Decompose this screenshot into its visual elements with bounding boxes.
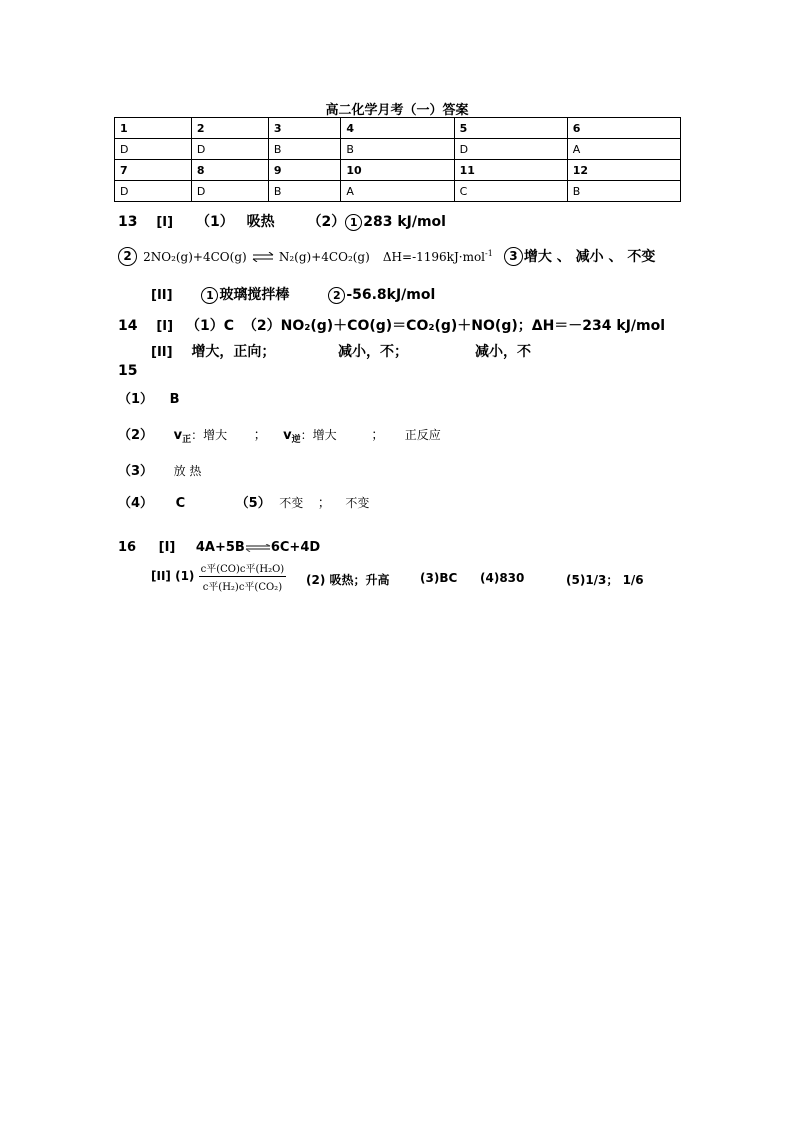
question-number-cell: 6 — [567, 118, 680, 139]
q14-a2-eq: NO₂(g)＋CO(g)＝CO₂(g)＋NO(g)；ΔH＝－234 kJ/mol — [280, 318, 666, 334]
question-number-cell: 1 — [115, 118, 192, 139]
q13-line3 — [151, 284, 435, 304]
question-number-cell: 5 — [454, 118, 567, 139]
q14-line2 — [151, 341, 275, 361]
circled-number: 2 — [328, 287, 345, 304]
answer-cell: D — [191, 139, 268, 160]
question-number-cell: 11 — [454, 160, 567, 181]
q15-l1: B — [169, 392, 180, 407]
table-row — [115, 139, 681, 160]
answer-cell: D — [115, 139, 192, 160]
question-number-cell: 2 — [191, 118, 268, 139]
answer-cell: B — [567, 181, 680, 202]
q16-a1-label: (1) — [175, 569, 195, 583]
equilibrium-constant-fraction — [199, 560, 287, 593]
equilibrium-arrow-icon — [245, 544, 271, 552]
answer-cell: B — [268, 139, 341, 160]
q15-l4-label: （4） — [118, 496, 154, 511]
q14-line1 — [118, 315, 665, 335]
q16-a2: (2) 吸热；升高 — [306, 573, 390, 587]
answer-cell: D — [454, 139, 567, 160]
q13-eq-right: N₂(g)+4CO₂(g) — [278, 250, 370, 264]
question-number-cell: 4 — [341, 118, 454, 139]
answer-table — [114, 117, 681, 202]
q15-l1-label: （1） — [118, 392, 154, 407]
q13-line2 — [118, 246, 655, 266]
q15-l5-a: 不变 — [279, 496, 304, 510]
q13-a1-label: （1） — [195, 214, 234, 230]
q15-l2-sep2: ； — [371, 428, 385, 443]
q14-a2-label: （2） — [242, 318, 281, 334]
answer-cell: A — [341, 181, 454, 202]
q16-a4: (4)830 — [480, 571, 525, 585]
answer-cell: C — [454, 181, 567, 202]
circled-number: 1 — [345, 214, 362, 231]
q15-l2-c: 正反应 — [404, 428, 441, 442]
q15-l4: C — [175, 496, 186, 511]
q15-line2 — [118, 424, 441, 445]
q13-b2: -56.8kJ/mol — [346, 287, 436, 303]
q13-eq-dh-sup: -1 — [485, 249, 493, 258]
q13-line1 — [118, 211, 446, 231]
q16-part2: [II] — [151, 569, 171, 583]
question-number-cell: 7 — [115, 160, 192, 181]
fraction-denominator: c平(H₂)c平(CO₂) — [202, 582, 283, 593]
q15-l3: 放 热 — [173, 464, 202, 478]
q14-b2: 减小，不； — [338, 344, 408, 360]
answer-cell: D — [115, 181, 192, 202]
answer-cell: D — [191, 181, 268, 202]
q16-line1 — [118, 540, 320, 555]
circled-number: 2 — [118, 247, 137, 266]
q15-number: 15 — [118, 363, 138, 379]
q14-a1: （1）C — [185, 318, 234, 334]
circled-number: 1 — [201, 287, 218, 304]
q15-l2-b: ：增大 — [300, 428, 337, 442]
table-row — [115, 118, 681, 139]
q15-l2-v2: v — [283, 428, 292, 443]
q13-eq-left: 2NO₂(g)+4CO(g) — [143, 250, 247, 264]
q15-line1 — [118, 388, 180, 407]
fraction-numerator: c平(CO)c平(H₂O) — [199, 560, 287, 577]
table-row — [115, 181, 681, 202]
q16-part1: [I] — [158, 540, 176, 555]
question-number-cell: 12 — [567, 160, 680, 181]
q15-l2-v1: v — [173, 428, 183, 443]
question-number-cell: 10 — [341, 160, 454, 181]
question-number-cell: 9 — [268, 160, 341, 181]
q13-b1: 玻璃搅拌棒 — [219, 287, 290, 303]
q15-line4 — [118, 492, 369, 511]
q15-line3 — [118, 460, 201, 479]
q13-a3: 增大 、 减小 、 不变 — [523, 249, 656, 265]
q13-part1: [I] — [156, 215, 174, 230]
answer-cell: A — [567, 139, 680, 160]
q15-l2-sep: ； — [253, 428, 267, 443]
q14-b3: 减小，不 — [475, 344, 531, 360]
q16-eq-right: 6C+4D — [270, 540, 321, 555]
q15-l2-v2-sub: 逆 — [291, 435, 301, 445]
q13-part2: [II] — [151, 288, 173, 303]
question-number-cell: 8 — [191, 160, 268, 181]
q15-l2-label: （2） — [118, 428, 154, 443]
q16-line2 — [151, 560, 286, 593]
question-number-cell: 3 — [268, 118, 341, 139]
table-row — [115, 160, 681, 181]
q15-l5-sep: ； — [317, 496, 331, 511]
circled-number: 3 — [504, 247, 523, 266]
q14-part1: [I] — [156, 319, 174, 334]
q13-a1: 吸热 — [246, 214, 275, 230]
equilibrium-arrow-icon — [252, 252, 274, 262]
q14-b1: 增大，正向； — [191, 344, 276, 360]
answer-cell: B — [268, 181, 341, 202]
q13-a2-1: 283 kJ/mol — [363, 214, 446, 230]
q15-l5-b: 不变 — [345, 496, 370, 510]
q15-l3-label: （3） — [118, 464, 154, 479]
q13-number: 13 — [118, 214, 138, 230]
page-title: 高二化学月考（一）答案 — [325, 103, 469, 118]
q15-l2-a: ：增大 — [191, 428, 228, 442]
q16-number: 16 — [118, 540, 137, 555]
q15-l5-label: （5） — [235, 496, 271, 511]
q14-number: 14 — [118, 318, 138, 334]
answer-cell: B — [341, 139, 454, 160]
q13-eq-dh: ΔH=-1196kJ·mol — [382, 250, 486, 264]
q13-a2-label: （2） — [307, 214, 346, 230]
q15-l2-v1-sub: 正 — [182, 435, 192, 445]
q16-a3: (3)BC — [420, 571, 458, 585]
q16-eq-left: 4A+5B — [195, 540, 245, 555]
q14-part2: [II] — [151, 345, 173, 360]
q16-a5: (5)1/3； 1/6 — [566, 573, 644, 587]
